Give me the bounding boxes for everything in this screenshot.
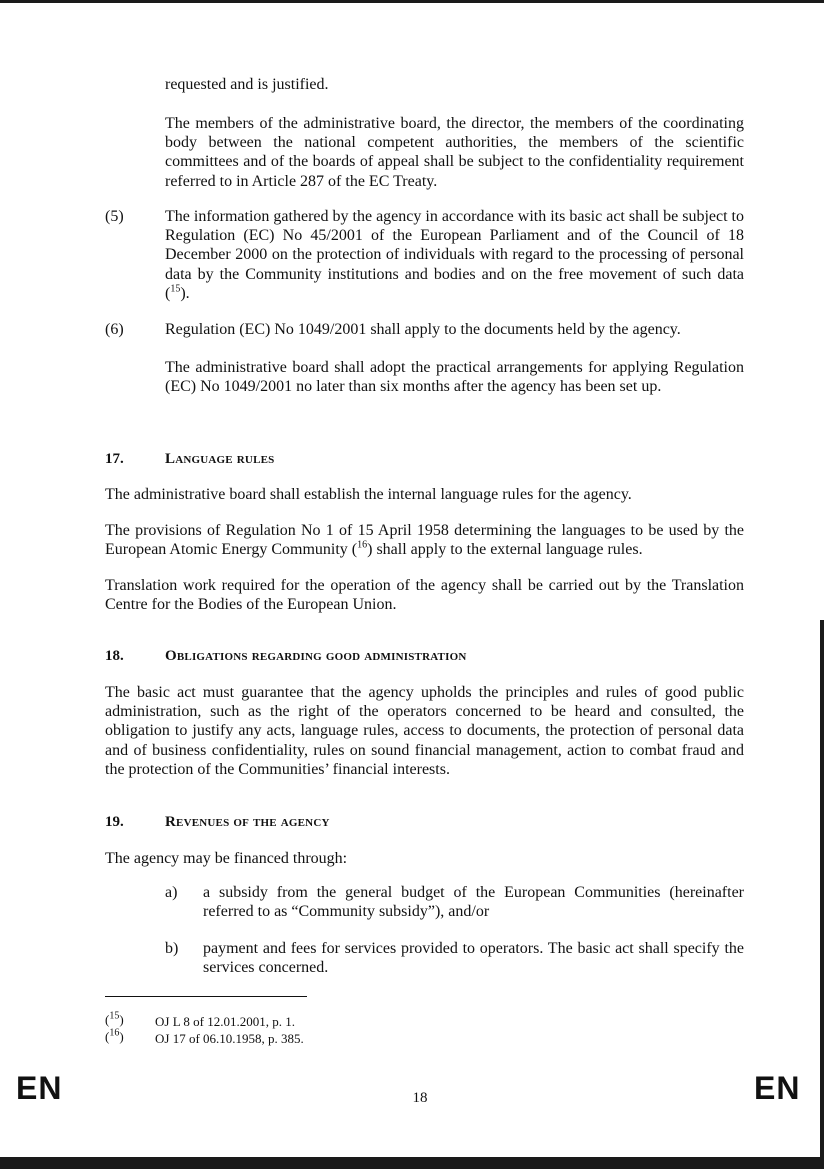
item-5-end: ). <box>180 284 190 302</box>
section-19-intro: The agency may be financed through: <box>105 850 348 867</box>
section-18-paragraph: The basic act must guarantee that the agency upholds the principles and rules of good public administration, such as the right of the operators concerned to be heard and consulted, the obligation to justify any acts, language rules, access to documents, the protection of personal data and of business confidentiality, rules on sound financial management, action to combat fraud and the protection of the Communities’ financial interests. <box>105 684 744 778</box>
list-item-a: a subsidy from the general budget of the European Communities (hereinafter referred to as “Community subsidy”), and/or <box>203 884 744 921</box>
item-number-6: (6) <box>105 321 124 338</box>
item-text-5 <box>165 207 744 303</box>
section-19-number: 19. <box>105 814 124 830</box>
page-number: 18 <box>412 1090 428 1106</box>
item-text-6: Regulation (EC) No 1049/2001 shall apply to the documents held by the agency. <box>165 321 681 338</box>
item-text-6-arrangements: The administrative board shall adopt the practical arrangements for applying Regulation (EC) No 1049/2001 no later than six months after the agency has been set up. <box>165 359 744 396</box>
list-marker-b: b) <box>165 940 179 957</box>
scan-edge-right <box>820 620 824 1169</box>
scan-edge-top <box>0 0 824 3</box>
continuation-text: requested and is justified. <box>165 76 329 93</box>
section-17-p2-end: ) shall apply to the external language rules. <box>367 541 643 559</box>
list-item-b: payment and fees for services provided to operators. The basic act shall specify the services concerned. <box>203 940 744 977</box>
section-17-paragraph-2 <box>105 521 744 559</box>
footnote-15-ref: ($^{15}$) <box>105 1010 124 1027</box>
footnote-ref-15[interactable]: 15 <box>170 283 181 295</box>
section-19-title: Revenues of the agency <box>165 814 330 830</box>
section-17-p2-body: The provisions of Regulation No 1 of 15 April 1958 determining the languages to be used by the European Atomic Energy Community ( <box>105 522 744 559</box>
confidentiality-paragraph: The members of the administrative board, the director, the members of the coordinating body between the national competent authorities, the members of the scientific committees and of the boards of appeal shall be subject to the confidentiality requirement referred to in Article 287 of the EC Treaty. <box>165 115 744 190</box>
list-marker-a: a) <box>165 884 178 901</box>
section-18-number: 18. <box>105 648 124 664</box>
footnote-15-text: OJ L 8 of 12.01.2001, p. 1. <box>155 1014 295 1029</box>
section-17-paragraph-1: The administrative board shall establish the internal language rules for the agency. <box>105 486 632 503</box>
item-number-5: (5) <box>105 208 124 225</box>
footnote-ref-16[interactable]: 16 <box>357 539 368 551</box>
section-17-number: 17. <box>105 451 124 467</box>
footnote-16-text: OJ 17 of 06.10.1958, p. 385. <box>155 1031 304 1046</box>
language-mark-right: EN <box>754 1070 801 1106</box>
item-5-body: The information gathered by the agency in accordance with its basic act shall be subject to Regulation (EC) No 45/2001 of the European Parliament and of the Council of 18 December 2000 on the protection of individuals with regard to the processing of personal data by the Community institutions and bodies and on the free movement of such data ( <box>165 208 744 302</box>
footnote-16-ref: ($^{16}$) <box>105 1027 124 1044</box>
language-mark-left: EN <box>16 1070 63 1106</box>
section-17-paragraph-3: Translation work required for the operation of the agency shall be carried out by the Translation Centre for the Bodies of the European Union. <box>105 577 744 614</box>
scan-edge-bottom <box>0 1157 824 1169</box>
footnote-separator <box>105 996 307 997</box>
section-17-title: Language rules <box>165 451 275 467</box>
section-18-title: Obligations regarding good administration <box>165 648 467 664</box>
